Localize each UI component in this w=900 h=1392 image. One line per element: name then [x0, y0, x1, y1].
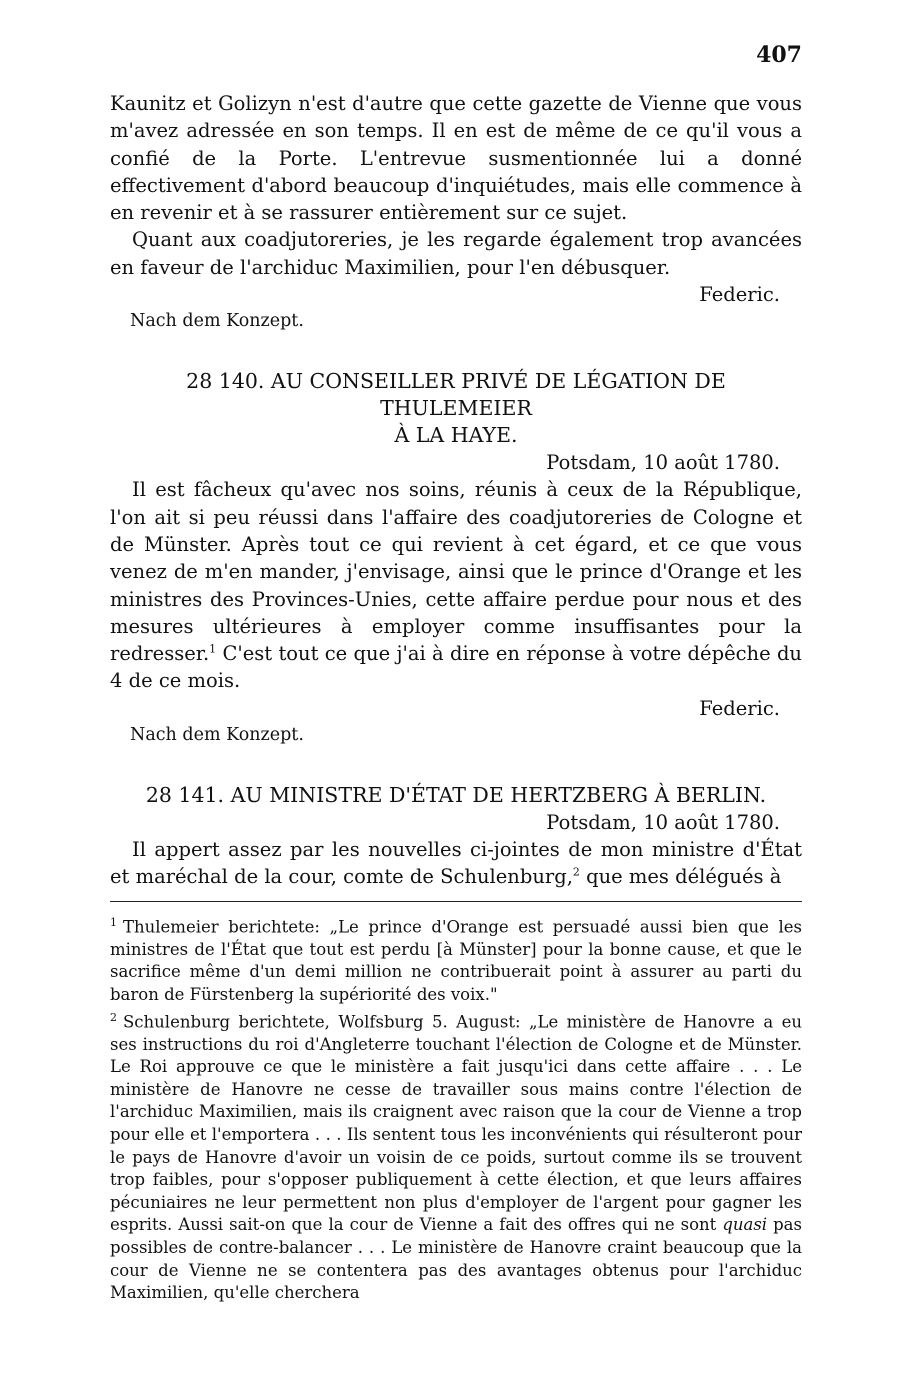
page-number: 407	[756, 42, 802, 68]
intro-paragraph-2: Quant aux coadjutoreries, je les regarde également trop avancées en faveur de l'archiduc Maximilien, pour l'en débusquer.	[110, 228, 802, 279]
intro-paragraph-1: Kaunitz et Golizyn n'est d'autre que cette gazette de Vienne que vous m'avez adressée en son temps. Il en est de même de ce qu'il vous a confié de la Porte. L'entrevue susmentionnée lui a donné effectivement d'abord beaucoup d'inquiétudes, mais elle commence à en revenir et à se rassurer entièrement sur ce sujet.	[110, 92, 802, 225]
letter-28141-body	[110, 836, 802, 891]
letter-28140-body-text-1: Il est fâcheux qu'avec nos soins, réunis à ceux de la République, l'on ait si peu réussi dans l'affaire des coadjutoreries de Cologne et de Münster. Après tout ce qui revient à cet égard, et ce que vous venez de m'en mander, j'envisage, ainsi que le prince d'Orange et les ministres des Provinces-Unies, cette affaire perdue pour nous et des mesures ultérieures à employer comme insuffisantes pour la redresser.	[110, 478, 802, 666]
footnote-2-italic: quasi	[722, 1215, 768, 1235]
intro-signature: Federic.	[699, 283, 780, 307]
footnote-1-text: Thulemeier berichtete: „Le prince d'Orange est persuadé aussi bien que les ministres de l'État que tout est perdu [à Münster] pour la bonne cause, et que le sacrifice même d'un demi million ne contribuerait point à assurer au parti du baron de Fürstenberg la supériorité des voix."	[110, 917, 802, 1004]
letter-28141-heading: 28 141. AU MINISTRE D'ÉTAT DE HERTZBERG À BERLIN.	[145, 783, 767, 808]
footnotes	[110, 912, 802, 1305]
letter-28140-body	[110, 476, 802, 694]
footnote-2-number: 2	[110, 1010, 117, 1024]
footnote-ref-2: 2	[572, 865, 580, 879]
letter-28141-dateline: Potsdam, 10 août 1780.	[546, 811, 780, 835]
letter-28140-heading-line-1: 28 140. AU CONSEILLER PRIVÉ DE LÉGATION DE THULEMEIER	[186, 369, 726, 421]
letter-28141-body-text-1: Il appert assez par les nouvelles ci-jointes de mon ministre d'État et maréchal de la cour, comte de Schulenburg,	[110, 838, 802, 889]
letter-28140-source-note: Nach dem Konzept.	[130, 725, 304, 746]
letter-28141-body-text-2: que mes délégués à	[579, 865, 782, 889]
footnote-ref-1: 1	[209, 642, 217, 656]
intro-source-note: Nach dem Konzept.	[130, 311, 304, 332]
letter-28140-body-text-2: C'est tout ce que j'ai à dire en réponse à votre dépêche du 4 de ce mois.	[110, 642, 802, 693]
footnote-2	[110, 1007, 802, 1305]
letter-28140	[110, 368, 802, 748]
page-body	[110, 0, 802, 1305]
letter-28140-dateline: Potsdam, 10 août 1780.	[546, 451, 780, 475]
letter-28141	[110, 782, 802, 891]
intro-text	[110, 90, 802, 281]
footnote-2-text-2: pas possibles de contre-balancer . . . Le ministère de Hanovre craint beaucoup que la cour de Vienne ne se contentera pas des avantages obtenus pour l'archiduc Maximilien, qu'elle cherchera	[110, 1215, 802, 1303]
footnote-1-number: 1	[110, 915, 117, 929]
footnote-2-text-1: Schulenburg berichtete, Wolfsburg 5. August: „Le ministère de Hanovre a eu ses instructions du roi d'Angleterre touchant l'élection de Cologne et de Münster. Le Roi approuve ce que le ministère a fait jusqu'ici dans cette affaire . . . Le ministère de Hanovre ne cesse de travailler sous mains contre l'élection de l'archiduc Maximilien, mais ils craignent avec raison que la cour de Vienne a trop pour elle et l'emportera . . . Ils sentent tous les inconvénients qui résulteront pour le pays de Hanovre d'avoir un voisin de ce poids, surtout comme ils se trouvent trop faibles, pour s'opposer publiquement à cette élection, et que leurs affaires pécuniaires ne leur permettent non plus d'employer de l'argent pour gagner les esprits. Aussi sait-on que la cour de Vienne a fait des offres qui ne sont	[110, 1012, 802, 1235]
footnote-1	[110, 912, 802, 1007]
letter-28140-signature: Federic.	[699, 696, 780, 720]
letter-28140-heading-line-2: À LA HAYE.	[394, 423, 518, 448]
